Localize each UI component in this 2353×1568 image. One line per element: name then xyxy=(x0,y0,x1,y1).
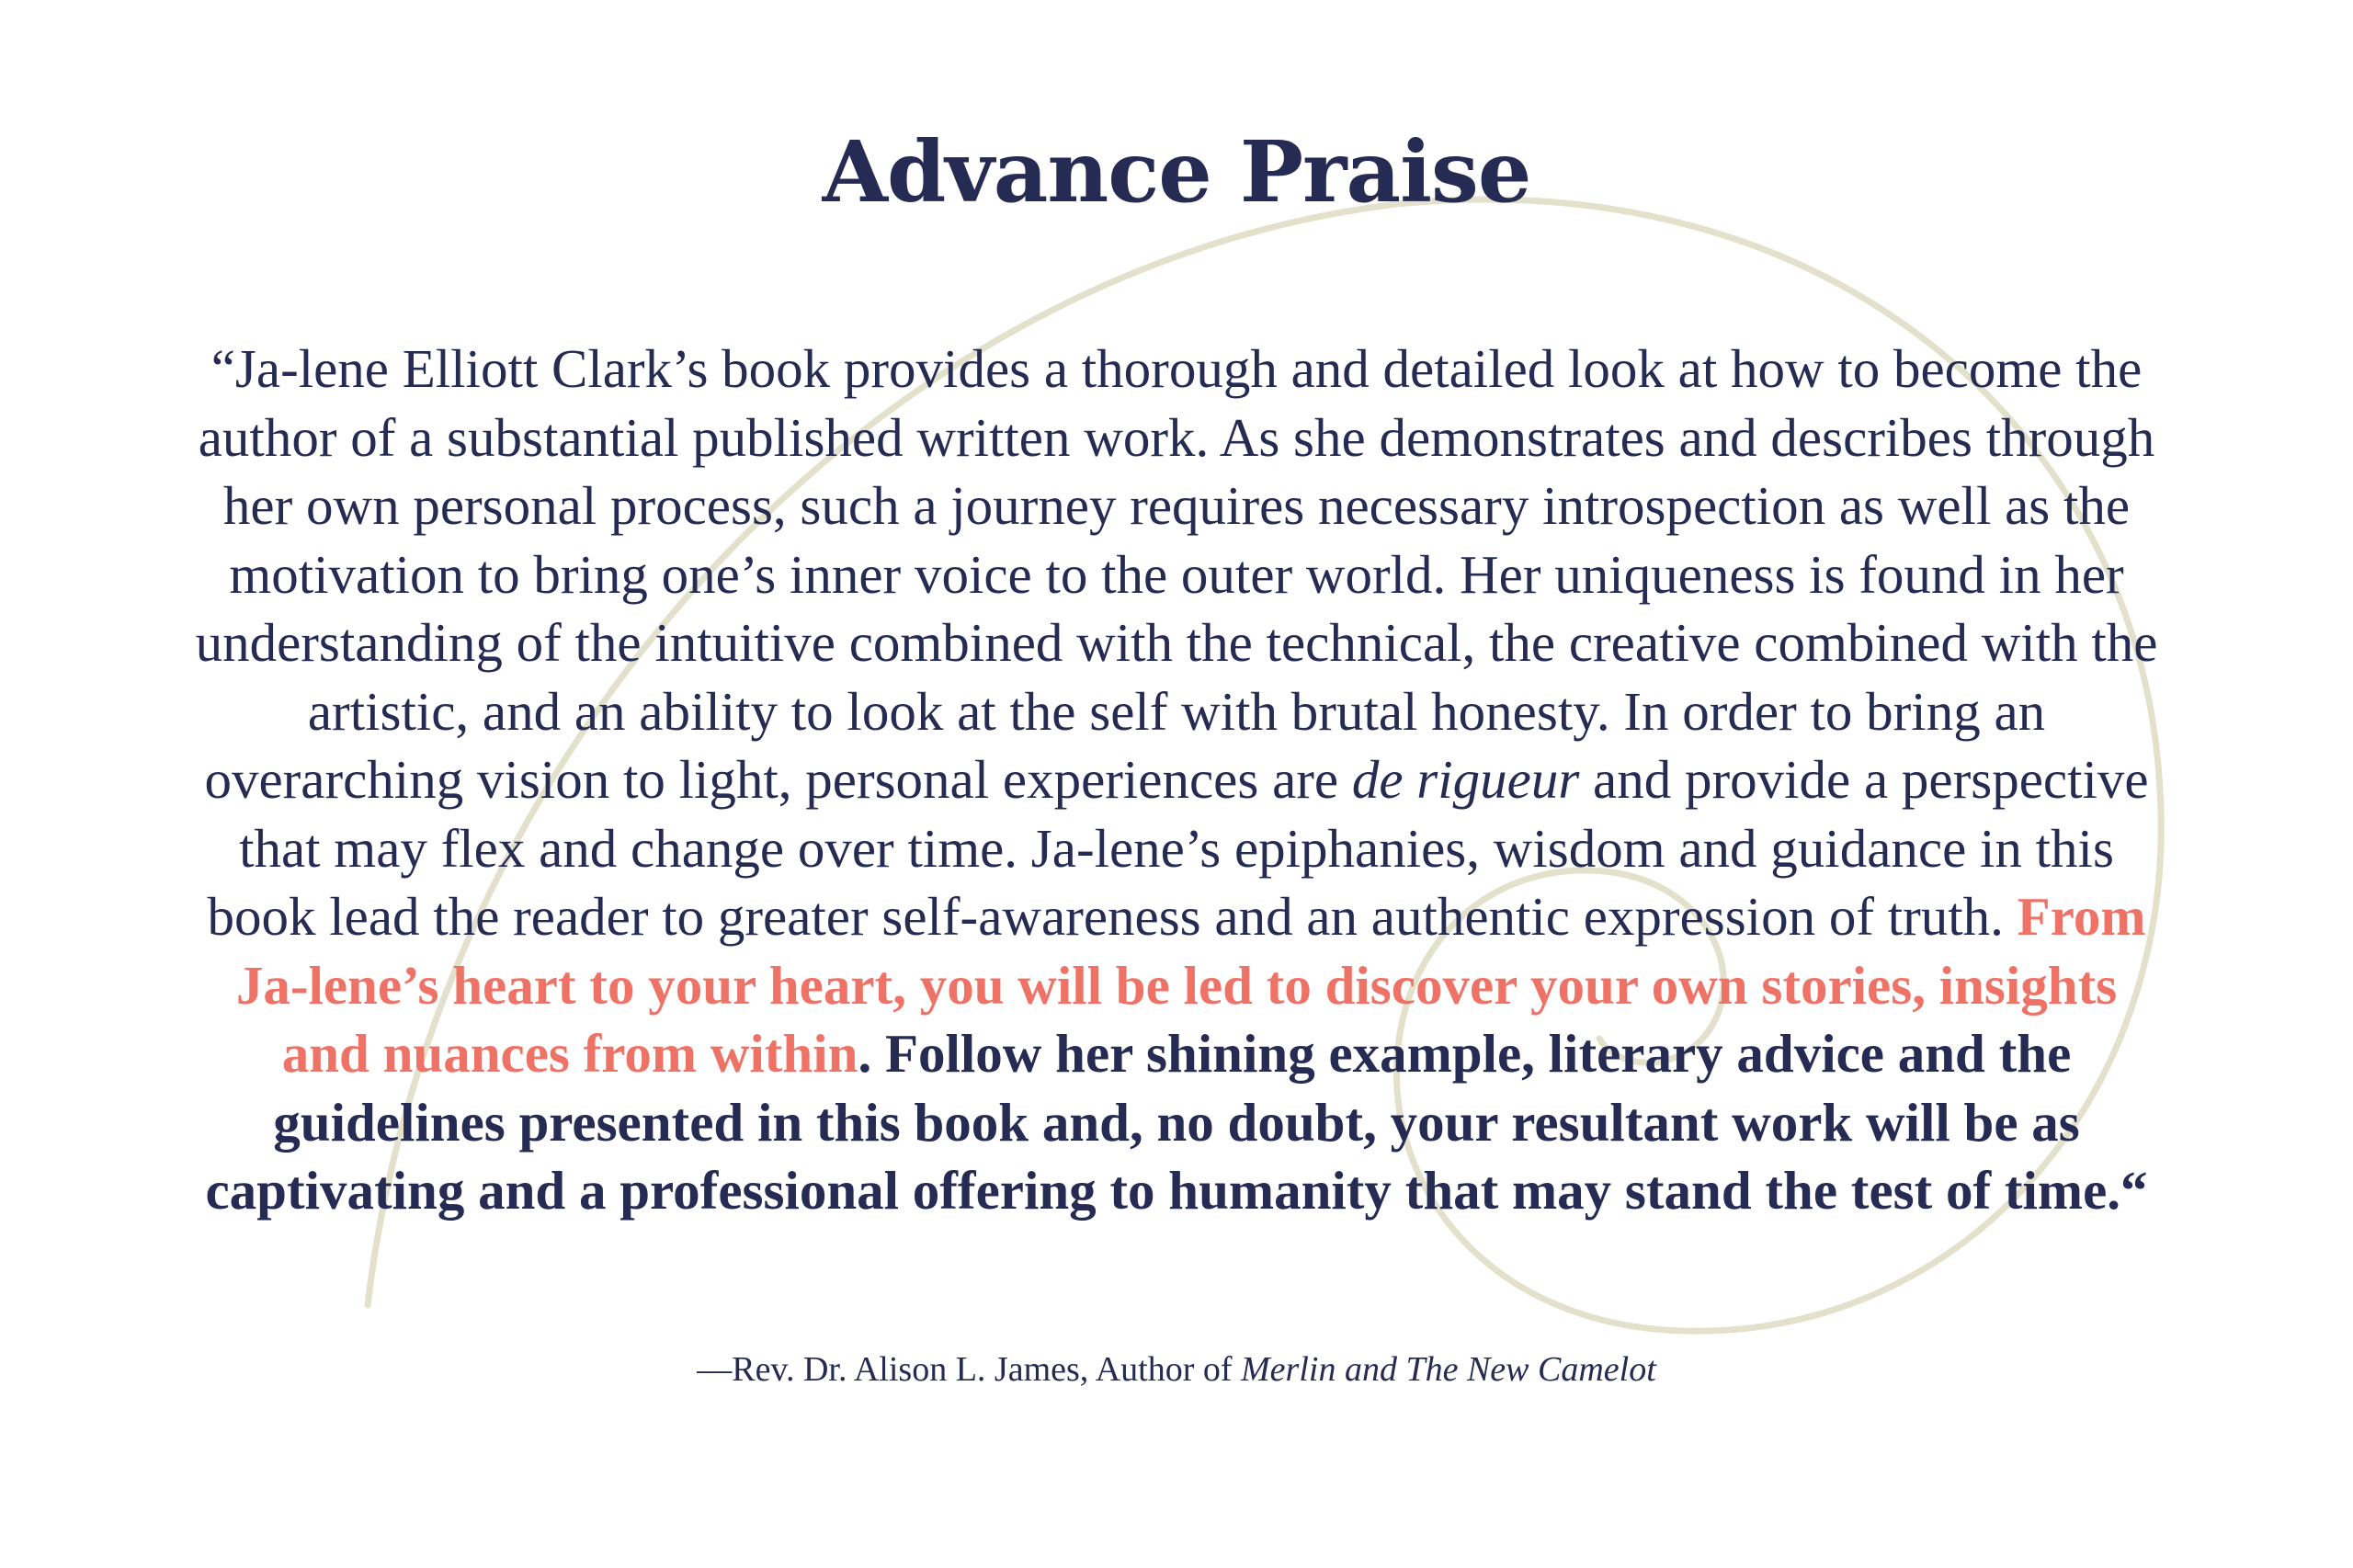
page-title: Advance Praise xyxy=(822,122,1531,222)
quote-closing-mark: “ xyxy=(2120,1160,2148,1221)
quote-text-bold: Follow her shining example, literary advice and the guidelines presented in this book and, no doubt, your resultant work will be as captivating and a professional offering to humanity that may stand the test of time. xyxy=(205,1023,2121,1221)
attribution-author: —Rev. Dr. Alison L. James, Author of xyxy=(697,1350,1242,1389)
quote-text-period: . xyxy=(858,1023,885,1084)
quote-text-italic: de rigueur xyxy=(1351,749,1580,810)
quote-text-intro: “Ja-lene Elliott Clark’s book provides a thorough and detailed look at how to become the author of a substantial published written work. As she demonstrates and describes through her own personal process, such a journey requires necessary introspection as well as the motivation to bring one’s inner voice to the outer world. Her uniqueness is found in her understanding of the intuitive combined with the technical, the creative combined with the artistic, and an ability to look at the self with brutal honesty. In order to bring an overarching vision to light, personal experiences are xyxy=(195,338,2158,810)
quote-text-middle: and provide a perspective that may flex and change over time. Ja-lene’s epiphanies, wisdom and guidance in this book lead the reader to greater self-awareness and an authentic expression of truth. xyxy=(207,749,2149,947)
attribution-work-title: Merlin and The New Camelot xyxy=(1241,1350,1656,1389)
quote-text-highlight: From Ja-lene’s heart to your heart, you will be led to discover your own stories, insights and nuances from within xyxy=(235,886,2146,1084)
quote-attribution xyxy=(0,1346,2353,1392)
praise-quote xyxy=(188,335,2165,1225)
